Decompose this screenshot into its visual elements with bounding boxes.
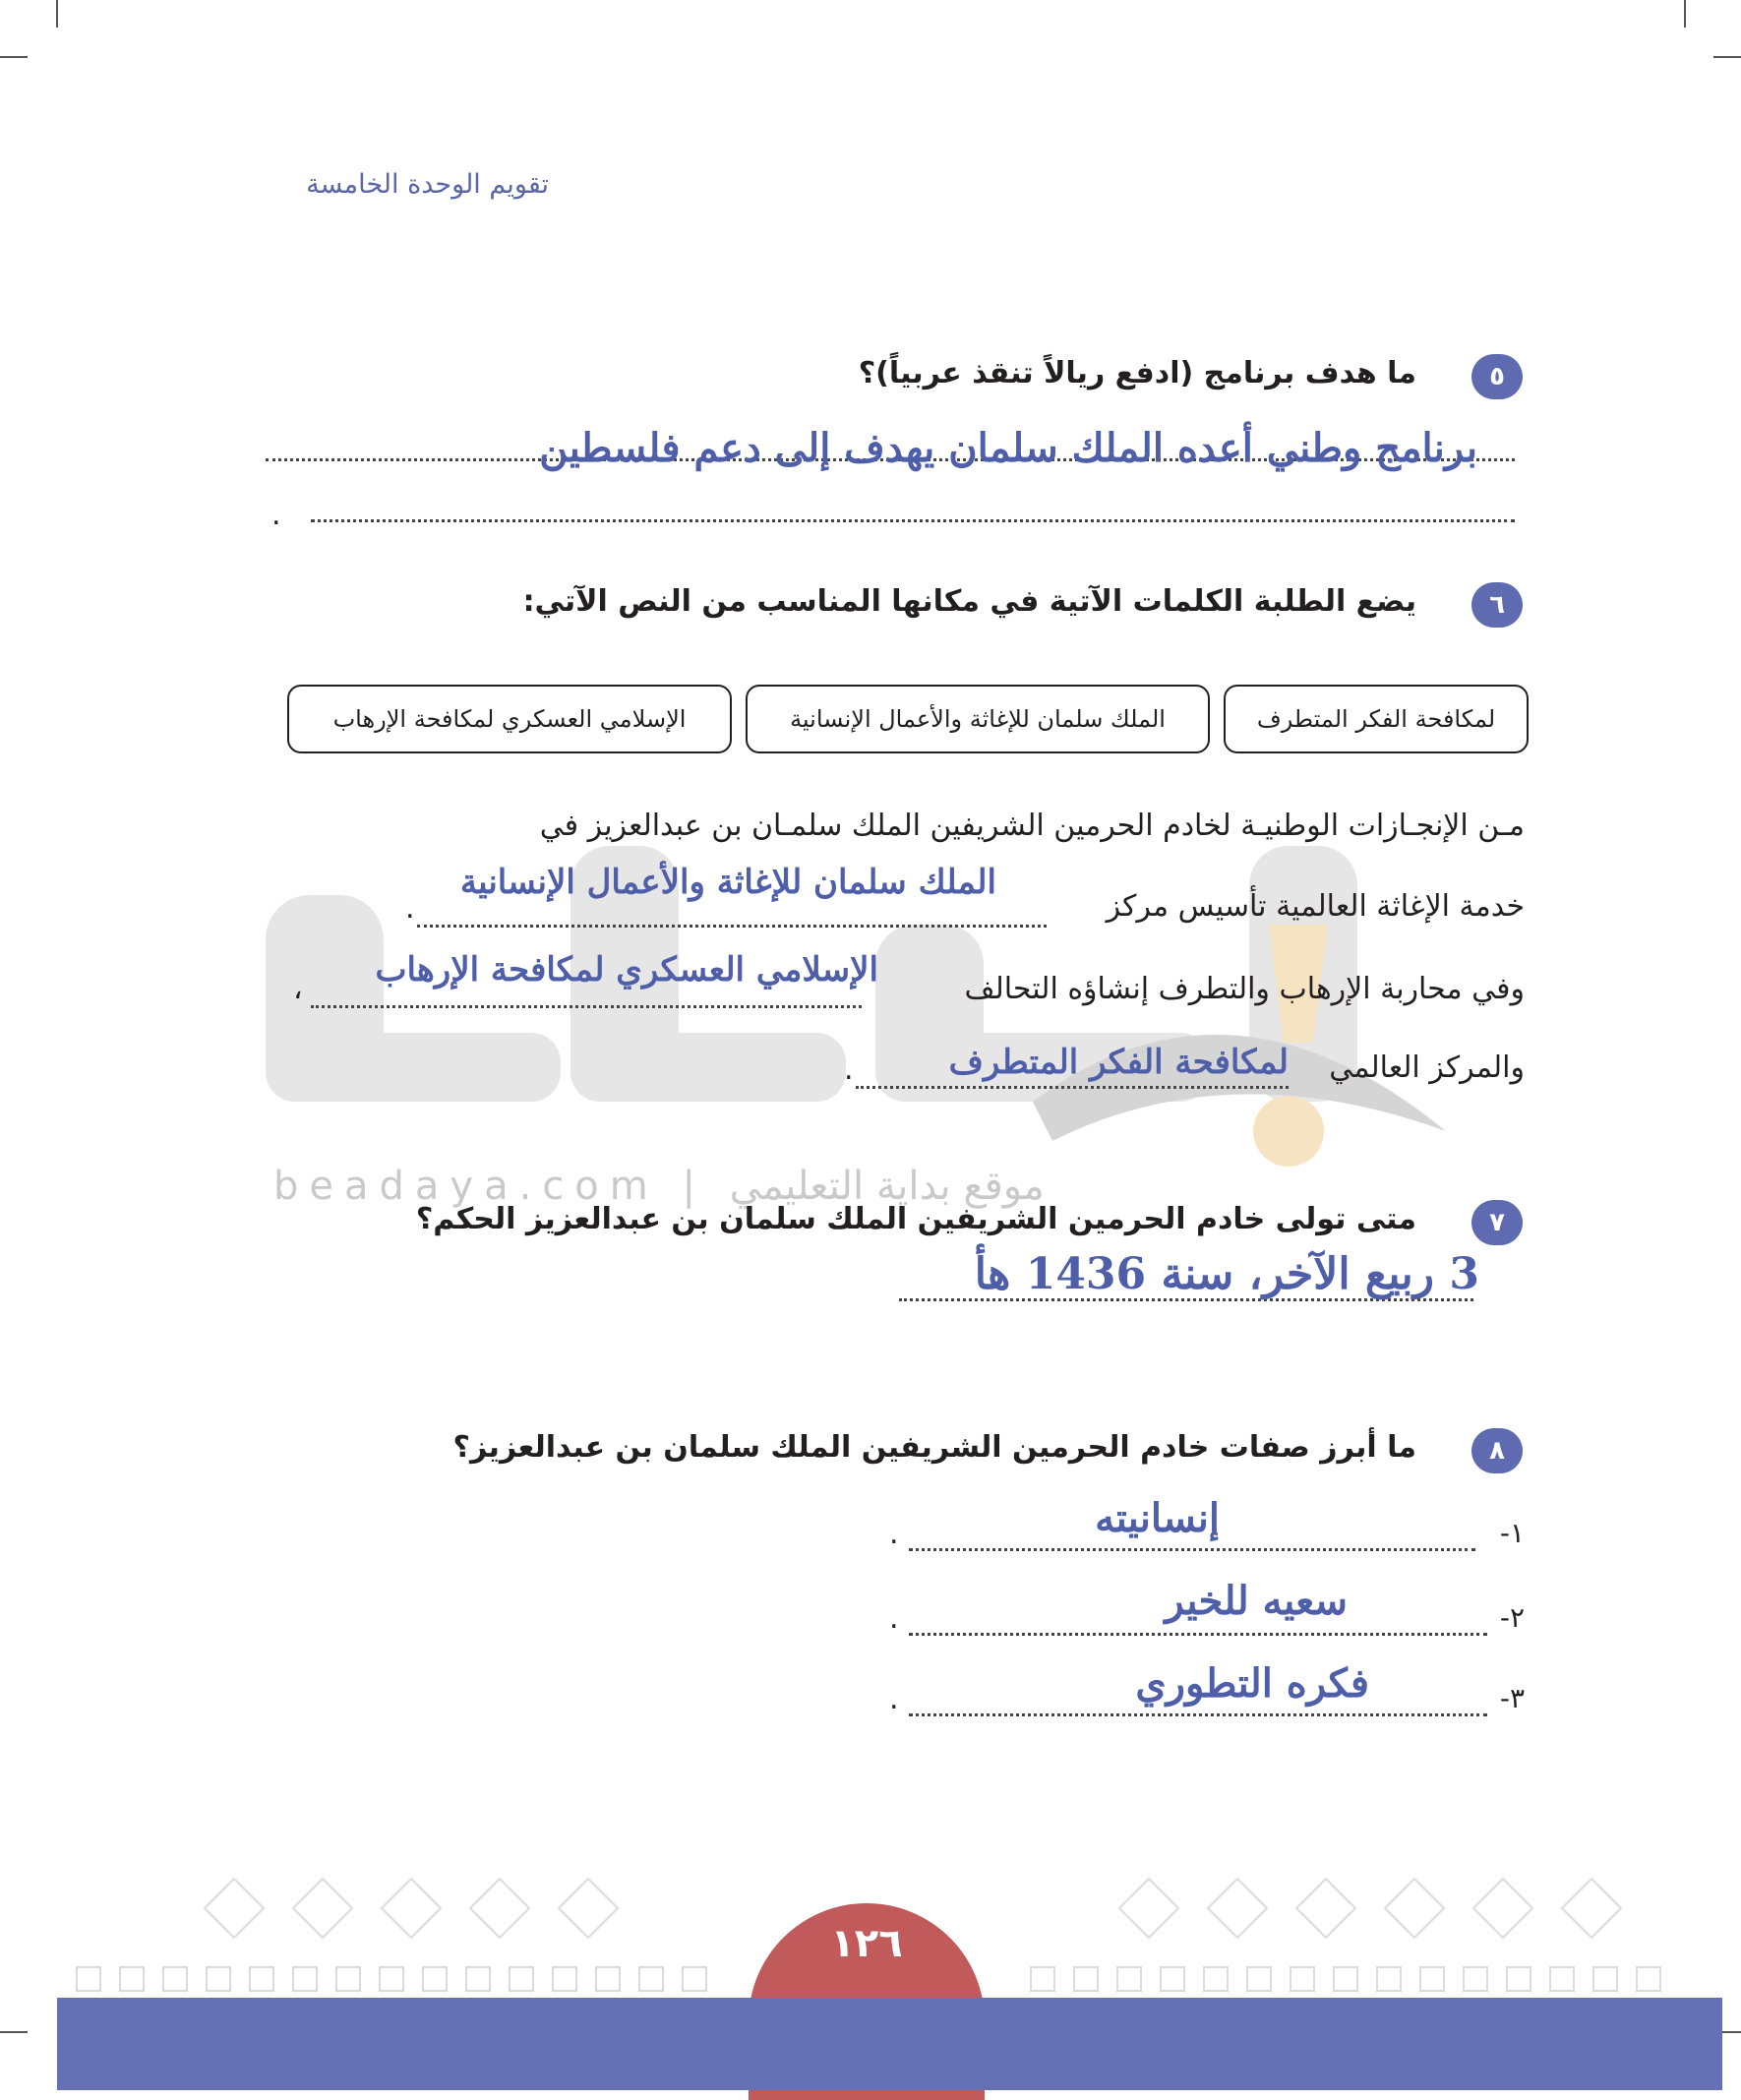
question-text: ما أبرز صفات خادم الحرمين الشريفين الملك سلمان بن عبدالعزيز؟ — [452, 1430, 1416, 1465]
handwritten-answer: فكره التطوري — [1135, 1660, 1369, 1707]
handwritten-answer: برنامج وطني أعده الملك سلمان يهدف إلى دعم فلسطين — [539, 425, 1477, 471]
handwritten-answer: سعيه للخير — [1165, 1578, 1348, 1624]
blank-line — [417, 925, 1047, 928]
paragraph-line: والمركز العالمي — [1329, 1050, 1525, 1085]
paragraph-line: مـن الإنجـازات الوطنيـة لخادم الحرمين الشريفين الملك سلمـان بن عبدالعزيز في — [539, 809, 1525, 843]
word-bank-item: الإسلامي العسكري لمكافحة الإرهاب — [287, 685, 732, 753]
paragraph-line: وفي محاربة الإرهاب والتطرف إنشاؤه التحالف — [964, 972, 1525, 1006]
line-end-period: . — [889, 1517, 899, 1551]
line-end-period: . — [271, 498, 281, 532]
question-text: يضع الطلبة الكلمات الآتية في مكانها المناسب من النص الآتي: — [522, 584, 1416, 619]
crop-mark — [0, 2031, 28, 2033]
blank-line — [856, 1086, 1289, 1089]
word-bank — [287, 685, 1529, 753]
page-header-title: تقويم الوحدة الخامسة — [306, 169, 549, 200]
watermark-text: beadaya.com | موقع بداية التعليمي — [273, 1164, 1045, 1209]
question-text: متى تولى خادم الحرمين الشريفين الملك سلمان بن عبدالعزيز الحكم؟ — [415, 1202, 1416, 1236]
question-number-badge: ٨ — [1471, 1428, 1523, 1473]
question-number-badge: ٧ — [1471, 1200, 1523, 1245]
line-end-period: . — [405, 891, 415, 926]
page-number: ١٢٦ — [830, 1921, 903, 1966]
footer-band — [57, 1998, 1722, 2090]
handwritten-answer: الملك سلمان للإغاثة والأعمال الإنسانية — [459, 863, 996, 902]
crop-mark — [0, 56, 28, 58]
question-text: ما هدف برنامج (ادفع ريالاً تنقذ عربياً)؟ — [858, 356, 1416, 390]
crop-mark — [1684, 0, 1686, 28]
handwritten-answer: إنسانيته — [1095, 1495, 1220, 1541]
answer-line — [909, 1713, 1487, 1716]
answer-line — [909, 1548, 1475, 1551]
line-end-comma: ، — [293, 972, 303, 1006]
line-end-period: . — [889, 1601, 899, 1636]
line-end-period: . — [844, 1052, 854, 1087]
question-number-badge: ٦ — [1471, 582, 1523, 628]
question-number-badge: ٥ — [1471, 354, 1523, 399]
answer-line — [909, 1633, 1487, 1636]
line-end-period: . — [889, 1682, 899, 1716]
list-item-number: ٢- — [1499, 1601, 1525, 1634]
list-item-number: ٣- — [1499, 1682, 1525, 1714]
handwritten-answer: الإسلامي العسكري لمكافحة الإرهاب — [375, 950, 878, 990]
handwritten-answer: 3 ربيع الآخر، سنة 1436 هأ — [974, 1249, 1479, 1299]
paragraph-line: خدمة الإغاثة العالمية تأسيس مركز — [1106, 889, 1525, 924]
answer-line — [311, 519, 1515, 522]
handwritten-answer: لمكافحة الفكر المتطرف — [948, 1043, 1289, 1082]
list-item-number: ١- — [1499, 1517, 1525, 1549]
crop-mark — [56, 0, 58, 28]
blank-line — [311, 1005, 862, 1008]
word-bank-item: لمكافحة الفكر المتطرف — [1224, 685, 1529, 753]
word-bank-item: الملك سلمان للإغاثة والأعمال الإنسانية — [746, 685, 1210, 753]
crop-mark — [1713, 56, 1741, 58]
